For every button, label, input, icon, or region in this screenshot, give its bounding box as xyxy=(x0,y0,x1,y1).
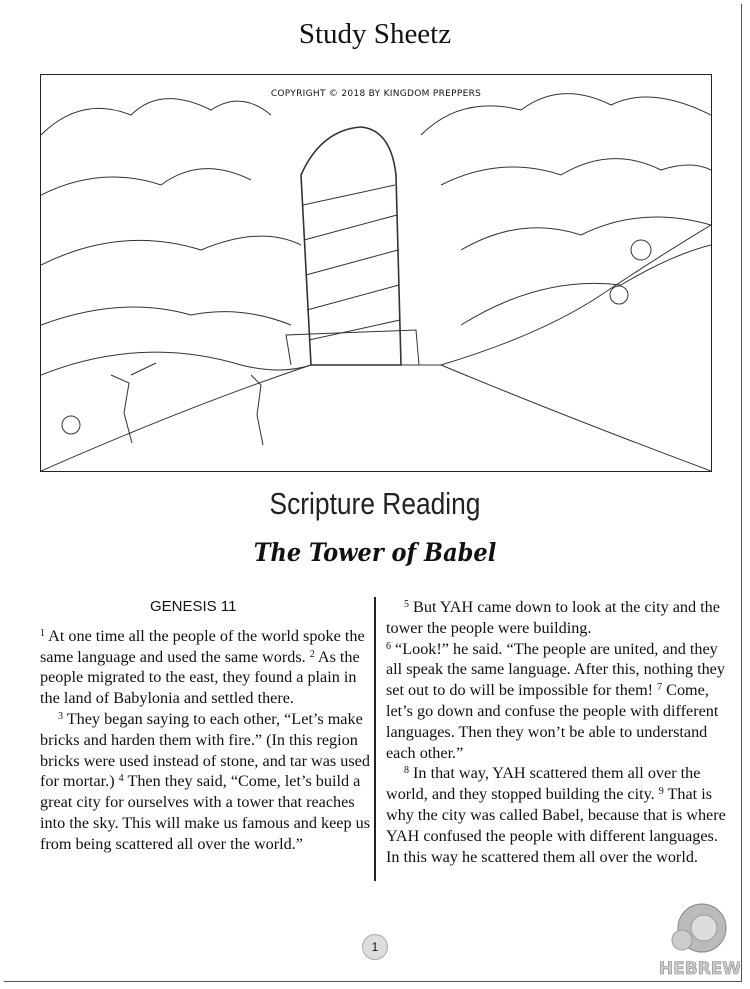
verse-text: But YAH came down to look at the city and the tower the people were building. xyxy=(386,598,720,637)
verse-number: 2 xyxy=(309,648,315,660)
story-title: The Tower of Babel xyxy=(253,538,497,567)
scripture-left-column xyxy=(40,597,370,855)
verse-paragraph xyxy=(386,763,726,867)
verse-number: 1 xyxy=(40,627,45,639)
verse-text: At one time all the people of the world spoke the same language and used the same words. xyxy=(40,626,365,666)
verse-number: 8 xyxy=(404,765,409,777)
tower-of-babel-illustration xyxy=(40,74,712,472)
page-title: Study Sheetz xyxy=(298,18,452,50)
verse-text: As the people migrated to the east, they found a plain in the land of Babylonia and settled there. xyxy=(40,647,360,708)
verse-text: Come, let’s go down and confuse the people with different languages. Then they won’t be able to understand each other.” xyxy=(386,681,719,762)
column-divider xyxy=(374,597,376,881)
copyright-notice: COPYRIGHT © 2018 BY KINGDOM PREPPERS xyxy=(270,89,482,99)
verse-number: 7 xyxy=(657,682,663,694)
chapter-reference: GENESIS 11 xyxy=(150,598,237,615)
verse-text: That is why the city was called Babel, because that is where YAH confused the people with different languages. In this way he scattered them all over the world. xyxy=(386,785,726,866)
verse-text: Then they said, “Come, let’s build a great city for ourselves with a tower that reaches into the sky. This will make us famous and keep us from being scattered all over the world.” xyxy=(40,772,371,853)
verse-paragraph xyxy=(386,597,726,763)
svg-text:HEBREW: HEBREW xyxy=(660,959,740,979)
verse-text: In that way, YAH scattered them all over the world, and they stopped building the city. xyxy=(386,764,701,804)
section-heading: Scripture Reading xyxy=(269,486,481,521)
verse-number: 6 xyxy=(386,640,391,652)
verse-text: They began saying to each other, “Let’s make bricks and harden them with fire.” (In this region bricks were used instead of stone, and tar was used for mortar.) xyxy=(40,709,370,791)
scripture-right-column xyxy=(386,597,726,867)
page-number: 1 xyxy=(362,934,388,960)
hebrew-lion-logo xyxy=(660,898,740,980)
verse-number: 9 xyxy=(658,786,664,798)
verse-number: 5 xyxy=(404,599,409,610)
verse-number: 3 xyxy=(58,710,63,722)
verse-text: “Look!” he said. “The people are united, and they all speak the same language. After this, nothing they set out to do will be impossible for them! xyxy=(386,639,725,700)
verse-paragraph xyxy=(40,626,370,709)
verse-paragraph xyxy=(40,709,370,855)
verse-number: 4 xyxy=(118,773,124,785)
